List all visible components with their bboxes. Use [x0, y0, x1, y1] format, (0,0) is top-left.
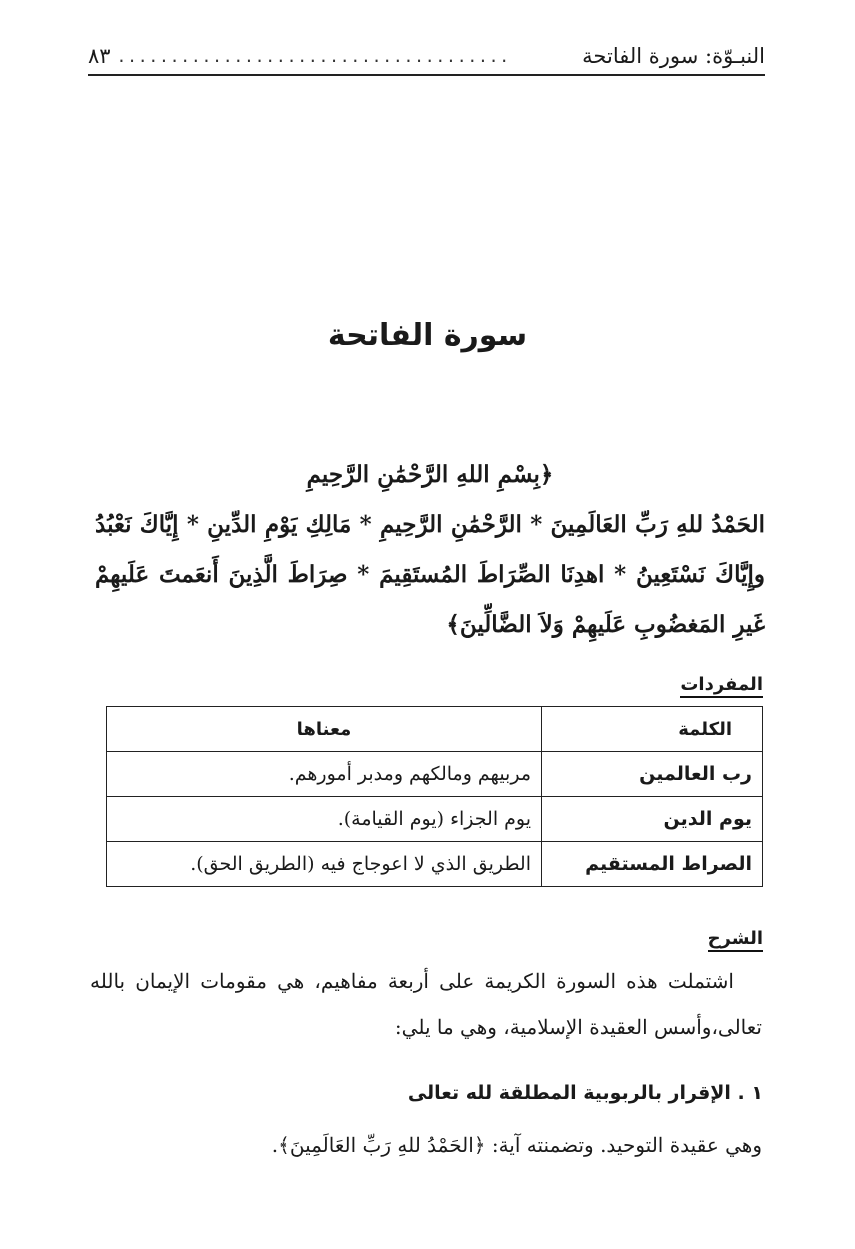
word-cell: رب العالمين — [542, 752, 763, 797]
table-header-row — [107, 707, 763, 752]
page-number: ٨٣ — [88, 44, 111, 68]
column-header-word: الكلمة — [542, 707, 763, 752]
meaning-cell: يوم الجزاء (يوم القيامة). — [107, 797, 542, 842]
point-1-title: ١ . الإقرار بالربوبية المطلقة لله تعالى — [407, 1082, 763, 1104]
meaning-cell: مربيهم ومالكهم ومدبر أمورهم. — [107, 752, 542, 797]
intro-paragraph: اشتملت هذه السورة الكريمة على أربعة مفاهيم، هي مقومات الإيمان بالله تعالى،وأسس العقيدة الإسلامية، وهي ما يلي: — [90, 969, 762, 1039]
running-title: النبـوّة: سورة الفاتحة — [582, 44, 765, 68]
vocab-heading: المفردات — [680, 674, 763, 698]
explanation-heading: الشرح — [708, 928, 763, 952]
table-row — [107, 842, 763, 887]
word-cell: يوم الدين — [542, 797, 763, 842]
basmala: ﴿بِسْمِ اللهِ الرَّحْمَٰنِ الرَّحِيمِ — [306, 461, 554, 488]
leader-dots: ..................................... — [116, 46, 510, 66]
vocab-table — [106, 706, 763, 887]
surah-title: سورة الفاتحة — [327, 318, 528, 353]
meaning-cell: الطريق الذي لا اعوجاج فيه (الطريق الحق). — [107, 842, 542, 887]
header-left — [88, 44, 510, 68]
quran-text — [95, 450, 765, 650]
table-row — [107, 797, 763, 842]
word-cell: الصراط المستقيم — [542, 842, 763, 887]
verses: الحَمْدُ للهِ رَبِّ العَالَمِينَ * الرَّحْمَٰنِ الرَّحِيمِ * مَالِكِ يَوْمِ الدِّينِ * إِيَّاكَ نَعْبُدُ وإِيَّاكَ نَسْتَعِينُ * اهدِنَا الصِّرَاطَ المُستَقِيمَ * صِرَاطَ الَّذِينَ أَنعَمتَ عَلَيهِمْ غَيرِ المَغضُوبِ عَلَيهِمْ وَلاَ الضَّالِّينَ﴾ — [95, 511, 765, 638]
column-header-meaning: معناها — [107, 707, 542, 752]
table-row — [107, 752, 763, 797]
point-1-text: وهي عقيدة التوحيد. وتضمنته آية: ﴿الحَمْدُ للهِ رَبِّ العَالَمِينَ﴾. — [271, 1133, 762, 1157]
page-header — [88, 38, 765, 76]
